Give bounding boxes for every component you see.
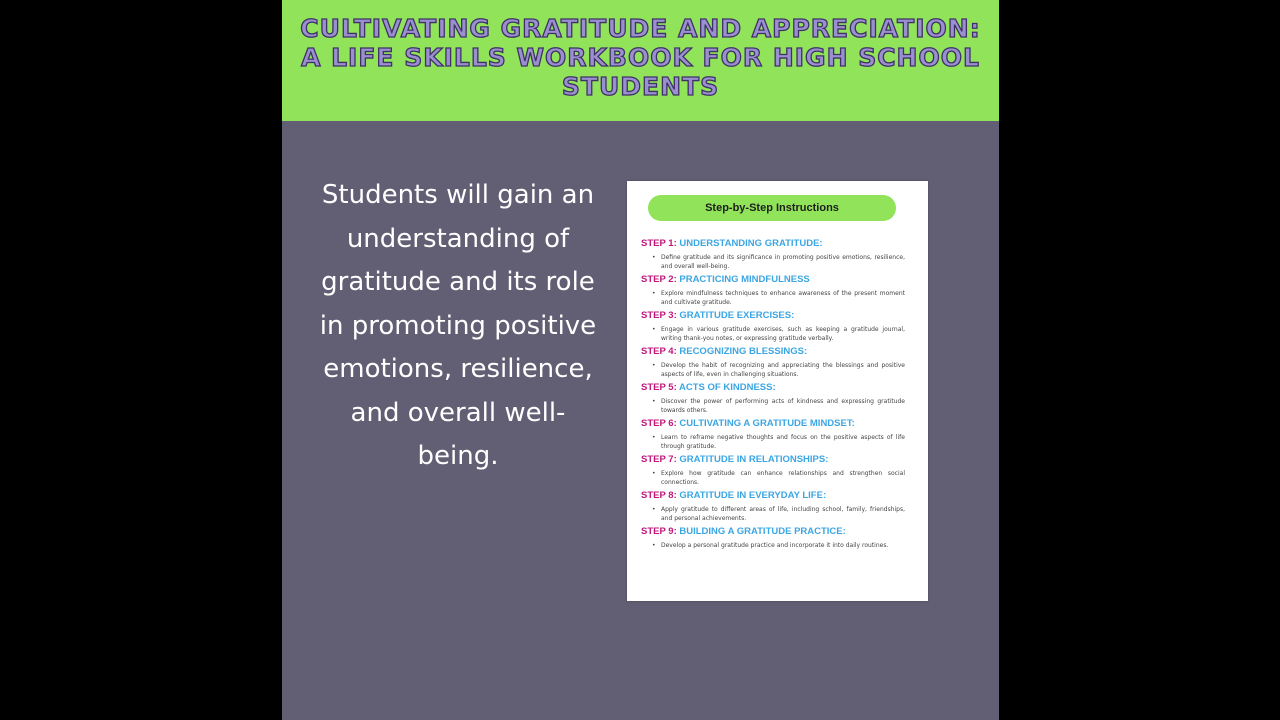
step-title <box>641 525 909 538</box>
step-description <box>641 502 909 523</box>
step-name: GRATITUDE IN EVERYDAY LIFE: <box>679 490 827 501</box>
step-title <box>641 345 909 358</box>
step-item <box>641 381 909 415</box>
step-description-text: Apply gratitude to different areas of life, including school, family, friendships, and personal achievements. <box>661 506 905 522</box>
step-title <box>641 273 909 286</box>
step-name: RECOGNIZING BLESSINGS: <box>679 346 808 357</box>
bullet-icon: • <box>652 398 656 405</box>
step-description <box>641 394 909 415</box>
step-item <box>641 237 909 271</box>
step-number: STEP 1: <box>641 238 677 249</box>
step-description-text: Learn to reframe negative thoughts and focus on the positive aspects of life through gratitude. <box>661 434 905 450</box>
step-title <box>641 453 909 466</box>
step-name: ACTS OF KINDNESS: <box>679 382 776 393</box>
step-description <box>641 430 909 451</box>
step-description-text: Develop a personal gratitude practice and incorporate it into daily routines. <box>661 542 889 549</box>
step-description-text: Engage in various gratitude exercises, such as keeping a gratitude journal, writing thank-you notes, or expressing gratitude verbally. <box>661 326 905 342</box>
step-name: UNDERSTANDING GRATITUDE: <box>679 238 823 249</box>
step-number: STEP 4: <box>641 346 677 357</box>
step-name: GRATITUDE EXERCISES: <box>679 310 795 321</box>
step-name: BUILDING A GRATITUDE PRACTICE: <box>679 526 846 537</box>
step-number: STEP 7: <box>641 454 677 465</box>
steps-list <box>641 237 909 552</box>
step-item <box>641 345 909 379</box>
step-item <box>641 273 909 307</box>
step-item <box>641 489 909 523</box>
step-description-text: Explore how gratitude can enhance relationships and strengthen social connections. <box>661 470 905 486</box>
bullet-icon: • <box>652 326 656 333</box>
step-number: STEP 5: <box>641 382 677 393</box>
step-name: PRACTICING MINDFULNESS <box>679 274 810 285</box>
step-description <box>641 322 909 343</box>
step-name: GRATITUDE IN RELATIONSHIPS: <box>679 454 829 465</box>
step-item <box>641 309 909 343</box>
step-number: STEP 9: <box>641 526 677 537</box>
bullet-icon: • <box>652 470 656 477</box>
step-description-text: Develop the habit of recognizing and appreciating the blessings and positive aspects of life, even in challenging situations. <box>661 362 905 378</box>
step-item <box>641 453 909 487</box>
sheet-header-pill: Step-by-Step Instructions <box>648 195 896 221</box>
step-title <box>641 237 909 250</box>
bullet-icon: • <box>652 362 656 369</box>
step-description <box>641 286 909 307</box>
bullet-icon: • <box>652 254 656 261</box>
step-number: STEP 8: <box>641 490 677 501</box>
slide <box>282 0 999 720</box>
bullet-icon: • <box>652 542 656 549</box>
step-number: STEP 3: <box>641 310 677 321</box>
workbook-title: CULTIVATING GRATITUDE AND APPRECIATION: A LIFE SKILLS WORKBOOK FOR HIGH SCHOOL STUDENTS <box>300 14 981 101</box>
step-description-text: Define gratitude and its significance in promoting positive emotions, resilience, and overall well-being. <box>661 254 905 270</box>
step-title <box>641 489 909 502</box>
step-name: CULTIVATING A GRATITUDE MINDSET: <box>679 418 855 429</box>
step-description-text: Explore mindfulness techniques to enhance awareness of the present moment and cultivate gratitude. <box>661 290 905 306</box>
step-item <box>641 417 909 451</box>
step-description <box>641 538 909 550</box>
step-title <box>641 381 909 394</box>
bullet-icon: • <box>652 290 656 297</box>
step-number: STEP 2: <box>641 274 677 285</box>
description-text: Students will gain an understanding of gratitude and its role in promoting positive emotions, resilience, and overall well-being. <box>319 180 597 471</box>
step-item <box>641 525 909 550</box>
step-description <box>641 250 909 271</box>
bullet-icon: • <box>652 434 656 441</box>
title-banner <box>282 0 999 121</box>
step-description <box>641 358 909 379</box>
step-number: STEP 6: <box>641 418 677 429</box>
step-title <box>641 417 909 430</box>
step-description <box>641 466 909 487</box>
instructions-sheet-preview <box>627 181 928 601</box>
step-title <box>641 309 909 322</box>
step-description-text: Discover the power of performing acts of kindness and expressing gratitude towards others. <box>661 398 905 414</box>
bullet-icon: • <box>652 506 656 513</box>
